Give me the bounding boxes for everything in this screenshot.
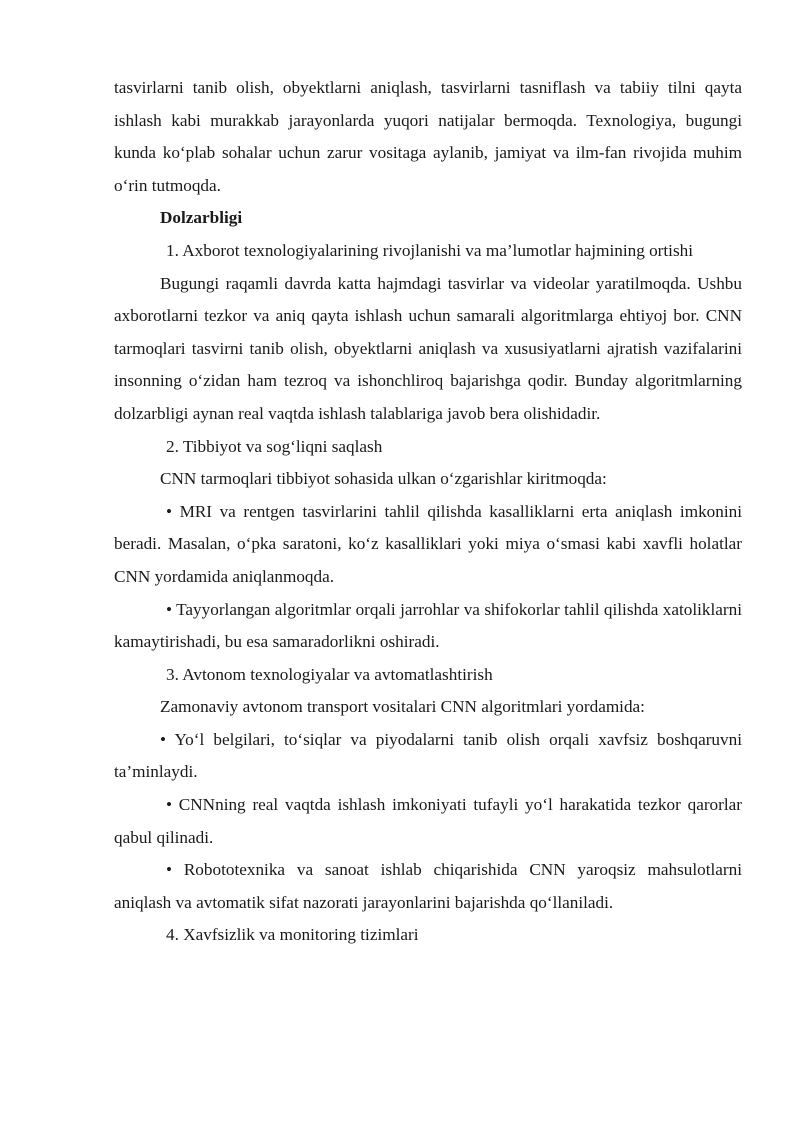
subheading-4: 4. Xavfsizlik va monitoring tizimlari: [166, 925, 419, 945]
section-heading: Dolzarbligi: [160, 208, 243, 228]
paragraph-2: CNN tarmoqlari tibbiyot sohasida ulkan o‘zgarishlar kiritmoqda:: [160, 469, 607, 489]
bullet-item: • MRI va rentgen tasvirlarini tahlil qilishda kasalliklarni erta aniqlash imkonini beradi. Masalan, o‘pka saratoni, ko‘z kasalliklari yoki miya o‘smasi kabi xavfli holatlar CNN yordamida aniqlanmoqda.: [114, 501, 742, 586]
bullet-item: • CNNning real vaqtda ishlash imkoniyati tufayli yo‘l harakatida tezkor qarorlar qabul qilinadi.: [114, 795, 742, 847]
document-body: [114, 72, 742, 952]
bullet-item: • Robototexnika va sanoat ishlab chiqarishida CNN yaroqsiz mahsulotlarni aniqlash va avtomatik sifat nazorati jarayonlarini bajarishda qo‘llaniladi.: [114, 860, 742, 912]
intro-paragraph: tasvirlarni tanib olish, obyektlarni aniqlash, tasvirlarni tasniflash va tabiiy tilni qayta ishlash kabi murakkab jarayonlarda yuqori natijalar bermoqda. Texnologiya, bugungi kunda ko‘plab sohalar uchun zarur vositaga aylanib, jamiyat va ilm-fan rivojida muhim o‘rin tutmoqda.: [114, 78, 742, 195]
bullet-item: • Yo‘l belgilari, to‘siqlar va piyodalarni tanib olish orqali xavfsiz boshqaruvni ta’minlaydi.: [114, 729, 742, 782]
paragraph-3: Zamonaviy avtonom transport vositalari CNN algoritmlari yordamida:: [160, 697, 645, 717]
bullet-item: • Tayyorlangan algoritmlar orqali jarrohlar va shifokorlar tahlil qilishda xatoliklarni kamaytirishadi, bu esa samaradorlikni oshiradi.: [114, 599, 742, 652]
subheading-1: 1. Axborot texnologiyalarining rivojlanishi va ma’lumotlar hajmining ortishi: [166, 240, 694, 260]
subheading-3: 3. Avtonom texnologiyalar va avtomatlashtirish: [166, 664, 493, 684]
subheading-2: 2. Tibbiyot va sog‘liqni saqlash: [166, 436, 383, 456]
paragraph-1: Bugungi raqamli davrda katta hajmdagi tasvirlar va videolar yaratilmoqda. Ushbu axborotlarni tezkor va aniq qayta ishlash uchun samarali algoritmlarga ehtiyoj bor. CNN tarmoqlari tasvirni tanib olish, obyektlarni aniqlash va xususiyatlarni ajratish vazifalarini insonning o‘zidan ham tezroq va ishonchliroq bajarishga qodir. Bunday algoritmlarning dolzarbligi aynan real vaqtda ishlash talablariga javob bera olishidadir.: [114, 273, 742, 423]
